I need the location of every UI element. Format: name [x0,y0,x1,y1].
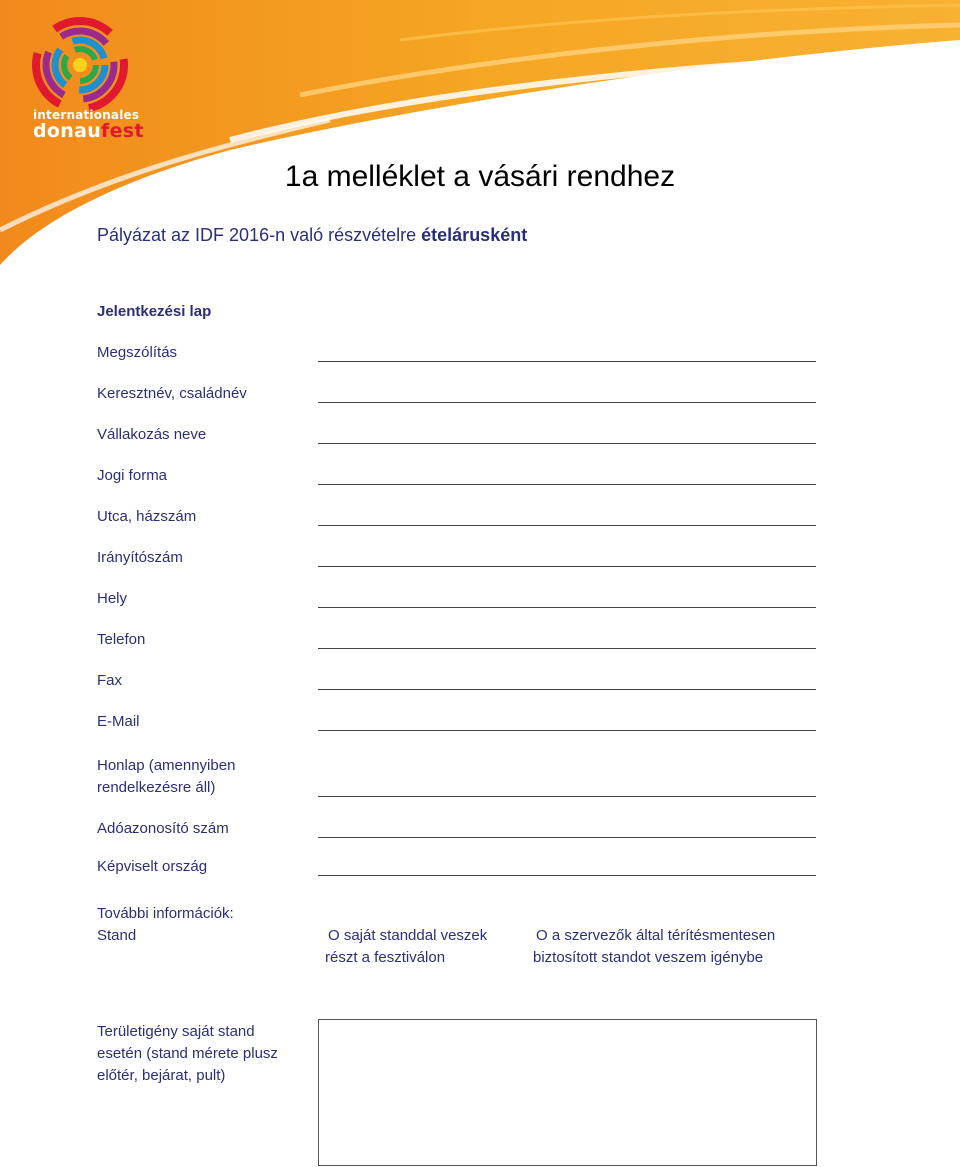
field-label-name: Keresztnév, családnév [97,385,247,402]
field-label-website-line2: rendelkezésre áll) [97,779,216,796]
field-input-tax-id[interactable] [318,837,816,838]
page-subtitle [97,225,527,246]
field-label-zip: Irányítószám [97,549,183,566]
field-input-salutation[interactable] [318,361,816,362]
section-heading: Jelentkezési lap [97,303,212,320]
stand-option-provided-line2: biztosított standot veszem igénybe [533,949,764,966]
field-input-name[interactable] [318,402,816,403]
field-label-website [97,755,235,799]
area-request-input-box[interactable] [318,1019,817,1166]
field-label-legal-form: Jogi forma [97,467,168,484]
field-input-city[interactable] [318,607,816,608]
subtitle-prefix: Pályázat az IDF 2016-n való részvételre [97,225,422,245]
field-label-city: Hely [97,590,128,607]
stand-option-own-line1: O saját standdal veszek [328,927,488,944]
page-title: 1a melléklet a vásári rendhez [284,160,676,193]
field-input-legal-form[interactable] [318,484,816,485]
area-request-line2: esetén (stand mérete plusz [97,1045,278,1062]
field-input-email[interactable] [318,730,816,731]
stand-option-provided-line1: O a szervezők által térítésmentesen [536,927,776,944]
field-input-fax[interactable] [318,689,816,690]
field-input-zip[interactable] [318,566,816,567]
field-label-phone: Telefon [97,631,146,648]
field-label-email: E-Mail [97,713,140,730]
area-request-line3: előtér, bejárat, pult) [97,1067,226,1084]
stand-option-own-line2: részt a fesztiválon [325,949,446,966]
subtitle-bold: ételárusként [421,225,528,245]
field-label-tax-id: Adóazonosító szám [97,820,229,837]
field-label-street: Utca, házszám [97,508,197,525]
logo-donau: donau [33,120,102,142]
field-input-country[interactable] [318,875,816,876]
stand-option-provided[interactable] [533,925,775,969]
area-request-line1: Területigény saját stand [97,1023,255,1040]
field-input-website[interactable] [318,796,816,797]
field-label-country: Képviselt ország [97,858,208,875]
stand-label: Stand [97,927,137,944]
field-label-website-line1: Honlap (amennyiben [97,757,236,774]
area-request-label [97,1021,278,1087]
field-label-fax: Fax [97,672,123,689]
further-info-heading: További információk: [97,905,234,922]
field-input-street[interactable] [318,525,816,526]
logo-text-top: internationales [33,108,140,122]
field-label-salutation: Megszólítás [97,344,178,361]
stand-option-own[interactable] [325,925,487,969]
field-label-company: Vállakozás neve [97,426,207,443]
field-input-phone[interactable] [318,648,816,649]
logo-text-bottom [33,120,144,142]
field-input-company[interactable] [318,443,816,444]
logo-fest: fest [101,120,144,142]
